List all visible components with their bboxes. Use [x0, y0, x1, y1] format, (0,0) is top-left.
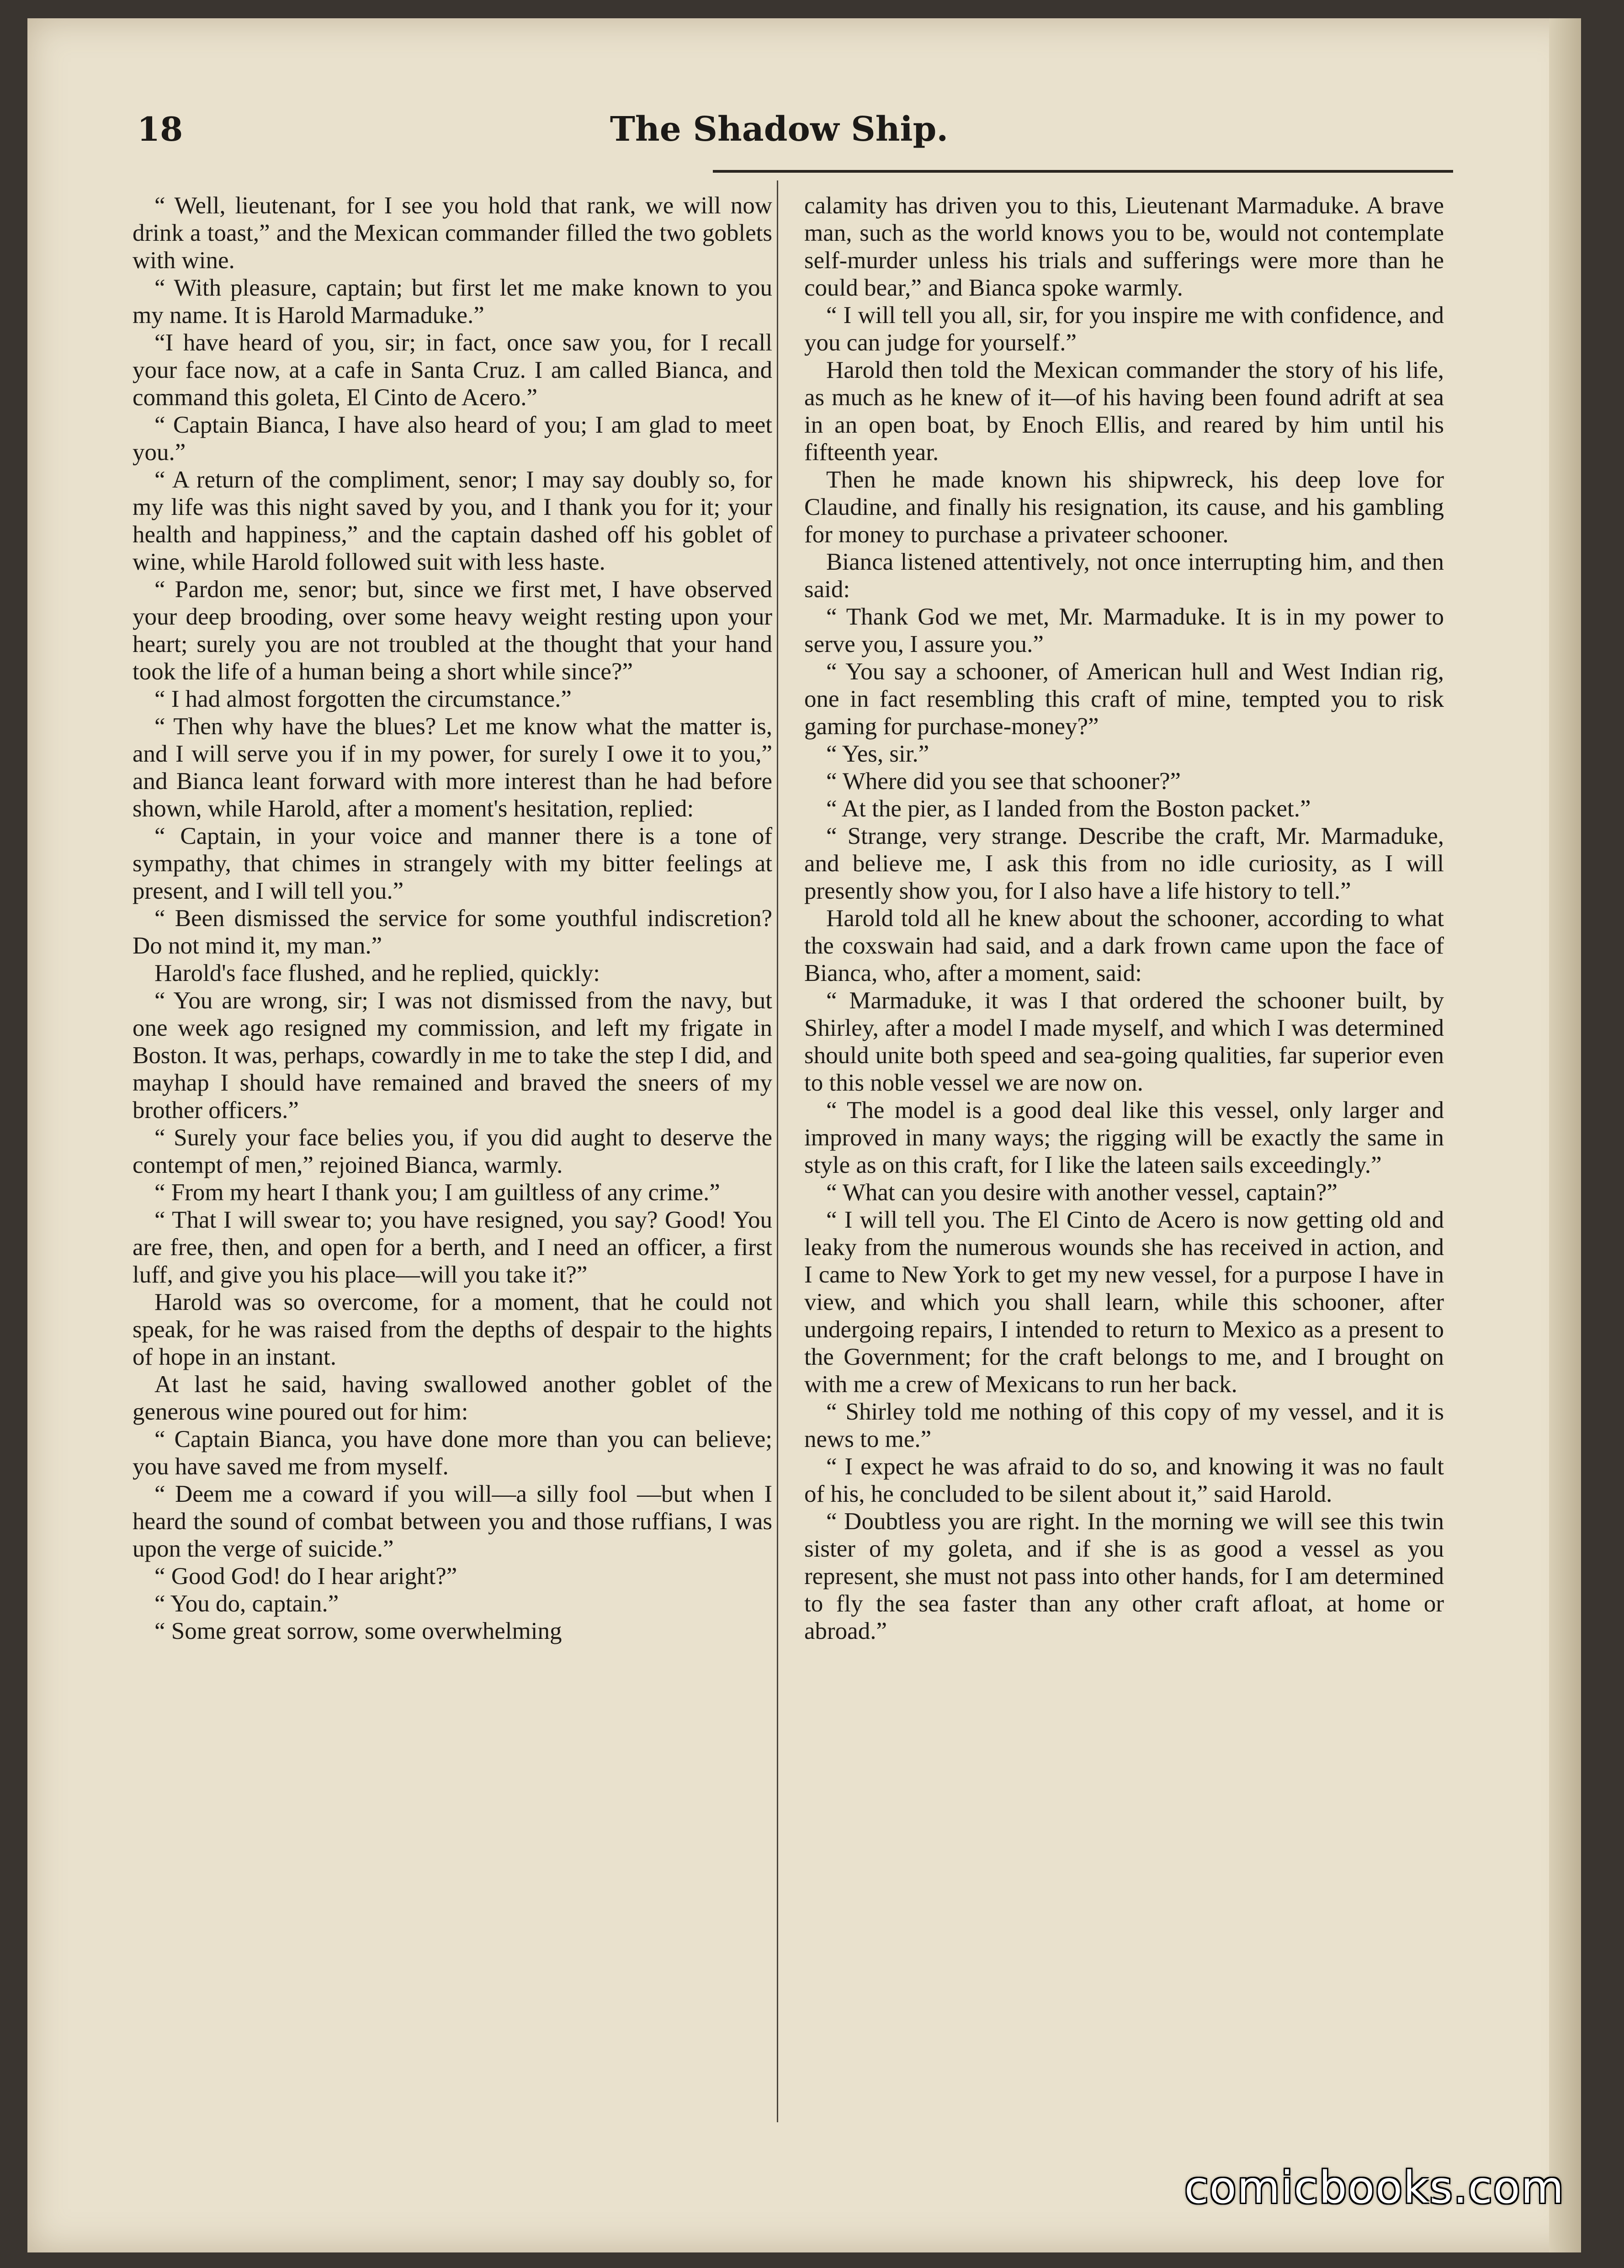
paragraph: “ Thank God we met, Mr. Marmaduke. It is in my power to serve you, I assure you.”: [804, 604, 1444, 657]
header-rule: [713, 170, 1453, 173]
page-spine: [1549, 18, 1581, 2252]
paragraph: “ Pardon me, senor; but, since we first met, I have observed your deep brooding, over some heavy weight resting upon your heart; surely you are not troubled at the thought that your hand took the life of a human being a short while since?”: [133, 576, 772, 685]
paragraph: “ What can you desire with another vessel, captain?”: [826, 1179, 1337, 1206]
paragraph: “ Doubtless you are right. In the morning we will see this twin sister of my goleta, and if she is as good a vessel as you represent, she must not pass into other hands, for I am determined to fly the sea faster than any other craft afloat, at home or abroad.”: [804, 1508, 1444, 1644]
page-number: 18: [137, 110, 183, 148]
paragraph: “ Where did you see that schooner?”: [826, 768, 1181, 795]
paragraph: “ Yes, sir.”: [826, 741, 929, 767]
paragraph: “ I will tell you all, sir, for you inspire me with confidence, and you can judge for yourself.”: [804, 302, 1444, 356]
paragraph: Harold told all he knew about the schooner, according to what the coxswain had said, and a dark frown came upon the face of Bianca, who, after a moment, said:: [804, 905, 1444, 986]
paragraph: “ I expect he was afraid to do so, and knowing it was no fault of his, he concluded to be silent about it,” said Harold.: [804, 1453, 1444, 1507]
paragraph: “ I will tell you. The El Cinto de Acero is now getting old and leaky from the numerous wounds she has received in action, and I came to New York to get my new vessel, for a purpose I have in view, and which you shall learn, while this schooner, after undergoing repairs, I intended to return to Mexico as a present to the Government; for the craft belongs to me, and I brought on with me a crew of Mexicans to run her back.: [804, 1207, 1444, 1398]
paragraph: Harold then told the Mexican commander the story of his life, as much as he knew of it—of his having been found adrift at sea in an open boat, by Enoch Ellis, and reared by him until his fifteenth year.: [804, 357, 1444, 466]
paragraph: “ Shirley told me nothing of this copy of my vessel, and it is news to me.”: [804, 1399, 1444, 1452]
paragraph: “ Good God! do I hear aright?”: [154, 1563, 457, 1590]
paragraph: Harold's face flushed, and he replied, quickly:: [154, 960, 600, 986]
page-header: [110, 91, 1449, 160]
paragraph: “ You are wrong, sir; I was not dismissed from the navy, but one week ago resigned my commission, and left my frigate in Boston. It was, perhaps, cowardly in me to take the step I did, and mayhap I should have remained and braved the sneers of my brother officers.”: [133, 987, 772, 1123]
paragraph: “ Captain Bianca, you have done more than you can believe; you have saved me from myself.: [133, 1426, 772, 1480]
paragraph: “ Marmaduke, it was I that ordered the schooner built, by Shirley, after a model I made myself, and which I was determined should unite both speed and sea-going qualities, far superior even to this noble vessel we are now on.: [804, 987, 1444, 1096]
paragraph: calamity has driven you to this, Lieutenant Marmaduke. A brave man, such as the world knows you to be, would not contemplate self-murder unless his trials and sufferings were more than he could bear,” and Bianca spoke warmly.: [804, 192, 1444, 301]
paragraph: Bianca listened attentively, not once interrupting him, and then said:: [804, 549, 1444, 603]
column-divider: [777, 180, 778, 2122]
paragraph: “ Some great sorrow, some overwhelming: [154, 1618, 562, 1644]
paragraph: “ Captain, in your voice and manner there is a tone of sympathy, that chimes in strangely with my bitter feelings at present, and I will tell you.”: [133, 823, 772, 904]
left-column: [133, 192, 772, 1645]
paragraph: “ With pleasure, captain; but first let me make known to you my name. It is Harold Marmaduke.”: [133, 275, 772, 329]
right-column: [804, 192, 1444, 1645]
watermark: comicbooks.com: [1184, 2162, 1565, 2213]
paragraph: “I have heard of you, sir; in fact, once saw you, for I recall your face now, at a cafe in Santa Cruz. I am called Bianca, and command this goleta, El Cinto de Acero.”: [133, 329, 772, 411]
paragraph: At last he said, having swallowed another goblet of the generous wine poured out for him:: [133, 1371, 772, 1425]
paragraph: “ A return of the compliment, senor; I may say doubly so, for my life was this night saved by you, and I thank you for it; your health and happiness,” and the captain dashed off his goblet of wine, while Harold followed suit with less haste.: [133, 466, 772, 575]
paragraph: “ Then why have the blues? Let me know what the matter is, and I will serve you if in my power, for surely I owe it to you,” and Bianca leant forward with more interest than he had before shown, while Harold, after a moment's hesitation, replied:: [133, 713, 772, 822]
paragraph: “ Deem me a coward if you will—a silly fool —but when I heard the sound of combat between you and those ruffians, I was upon the verge of suicide.”: [133, 1481, 772, 1562]
paragraph: Harold was so overcome, for a moment, that he could not speak, for he was raised from the depths of despair to the hights of hope in an instant.: [133, 1289, 772, 1370]
paragraph: “ The model is a good deal like this vessel, only larger and improved in many ways; the rigging will be exactly the same in style as on this craft, for I like the lateen sails exceedingly.”: [804, 1097, 1444, 1178]
paragraph: Then he made known his shipwreck, his deep love for Claudine, and finally his resignation, its cause, and his gambling for money to purchase a privateer schooner.: [804, 466, 1444, 548]
paragraph: “ At the pier, as I landed from the Boston packet.”: [826, 795, 1311, 822]
running-title: The Shadow Ship.: [610, 110, 949, 149]
paragraph: “ You do, captain.”: [154, 1590, 339, 1617]
paragraph: “ Surely your face belies you, if you did aught to deserve the contempt of men,” rejoined Bianca, warmly.: [133, 1124, 772, 1178]
paragraph: “ From my heart I thank you; I am guiltless of any crime.”: [154, 1179, 720, 1206]
paragraph: “ I had almost forgotten the circumstance.”: [154, 686, 572, 712]
paragraph: “ You say a schooner, of American hull and West Indian rig, one in fact resembling this craft of mine, tempted you to risk gaming for purchase-money?”: [804, 658, 1444, 740]
paragraph: “ Strange, very strange. Describe the craft, Mr. Marmaduke, and believe me, I ask this from no idle curiosity, as I will presently show you, for I also have a life history to tell.”: [804, 823, 1444, 904]
paragraph: “ That I will swear to; you have resigned, you say? Good! You are free, then, and open for a berth, and I need an officer, a first luff, and give you his place—will you take it?”: [133, 1207, 772, 1288]
paragraph: “ Well, lieutenant, for I see you hold that rank, we will now drink a toast,” and the Mexican commander filled the two goblets with wine.: [133, 192, 772, 274]
paragraph: “ Been dismissed the service for some youthful indiscretion? Do not mind it, my man.”: [133, 905, 772, 959]
paragraph: “ Captain Bianca, I have also heard of you; I am glad to meet you.”: [133, 412, 772, 466]
